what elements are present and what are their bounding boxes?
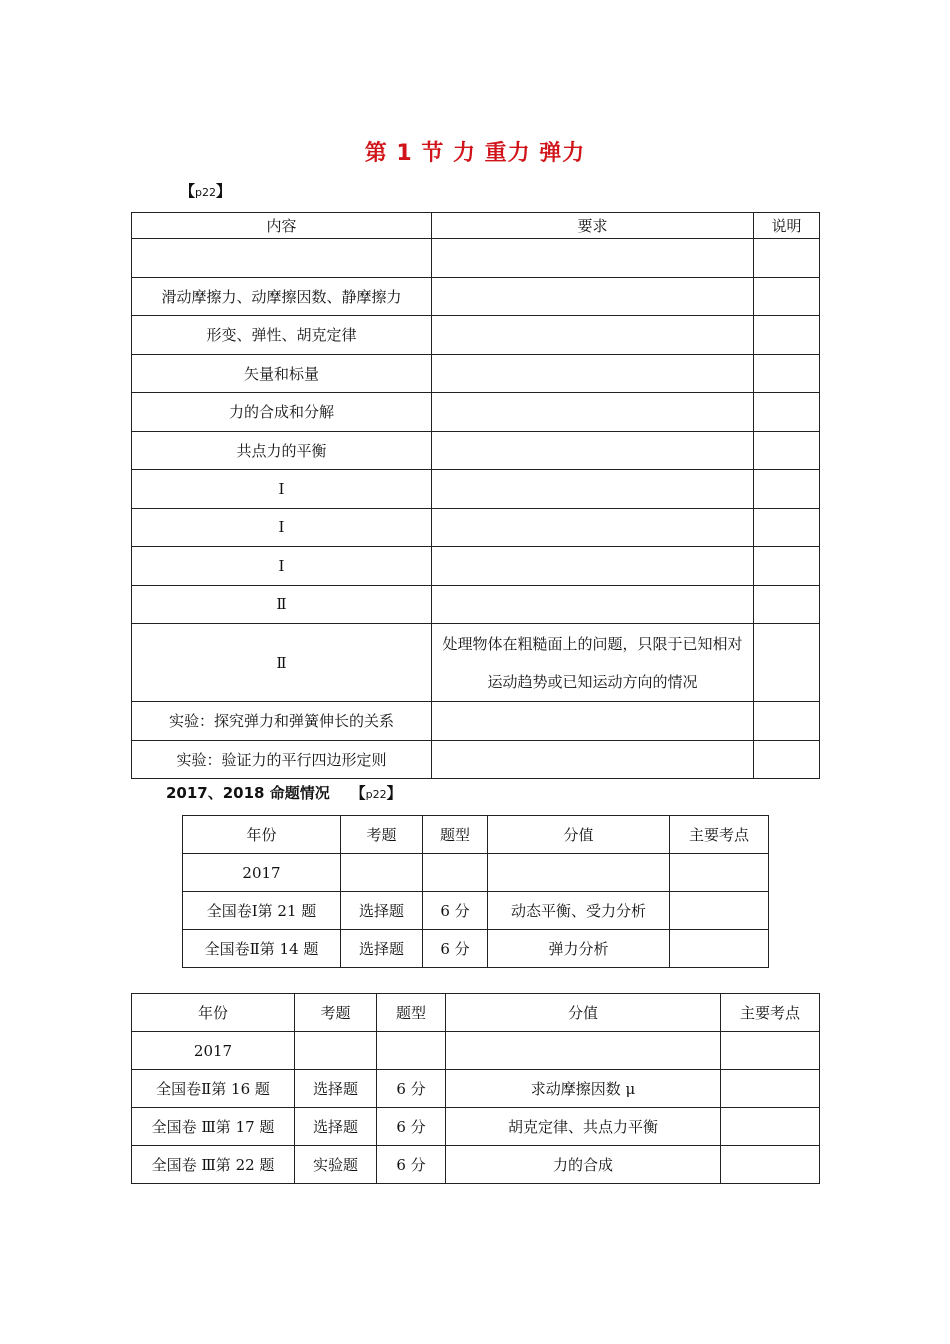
table-cell: 实验：探究弹力和弹簧伸长的关系 bbox=[132, 702, 432, 741]
table-header-cell: 年份 bbox=[132, 994, 295, 1032]
table-cell bbox=[432, 547, 754, 586]
table-cell: 2017 bbox=[183, 854, 341, 892]
table-header-cell: 考题 bbox=[295, 994, 377, 1032]
table-cell: 弹力分析 bbox=[488, 930, 670, 968]
table-cell: 力的合成和分解 bbox=[132, 393, 432, 432]
table-cell: 全国卷 Ⅲ第 22 题 bbox=[132, 1146, 295, 1184]
table-cell: 选择题 bbox=[341, 930, 423, 968]
table-cell: Ⅰ bbox=[132, 508, 432, 547]
table-row bbox=[132, 1032, 820, 1070]
page-title: 第 1 节 力 重力 弹力 bbox=[364, 141, 586, 166]
table-cell bbox=[432, 431, 754, 470]
table-cell bbox=[432, 316, 754, 355]
table-cell bbox=[754, 702, 820, 741]
table-cell bbox=[754, 547, 820, 586]
table-cell: 6 分 bbox=[377, 1108, 446, 1146]
table-cell bbox=[295, 1032, 377, 1070]
table-cell: Ⅱ bbox=[132, 585, 432, 624]
table-cell bbox=[670, 854, 769, 892]
table-cell: Ⅱ bbox=[132, 624, 432, 702]
table-row bbox=[132, 354, 820, 393]
table-cell bbox=[432, 239, 754, 278]
table-row bbox=[132, 431, 820, 470]
table-cell bbox=[754, 354, 820, 393]
table-cell bbox=[754, 624, 820, 702]
table-cell bbox=[432, 702, 754, 741]
table-header-cell: 年份 bbox=[183, 816, 341, 854]
table-cell bbox=[132, 239, 432, 278]
table-cell: 2017 bbox=[132, 1032, 295, 1070]
table-cell bbox=[754, 585, 820, 624]
table-row bbox=[132, 393, 820, 432]
table-cell bbox=[754, 277, 820, 316]
ref-bracket-close: 】 bbox=[216, 182, 232, 200]
table-cell: 6 分 bbox=[423, 930, 488, 968]
ref-page: p22 bbox=[195, 186, 216, 199]
table-header-row bbox=[183, 816, 769, 854]
table-header-cell: 分值 bbox=[446, 994, 721, 1032]
ref-bracket-open: 【 bbox=[180, 182, 196, 200]
table-row bbox=[132, 702, 820, 741]
table-cell bbox=[754, 431, 820, 470]
exam-table-2 bbox=[131, 993, 820, 1184]
table-header-cell: 考题 bbox=[341, 816, 423, 854]
table-cell: 6 分 bbox=[377, 1070, 446, 1108]
table-header-row bbox=[132, 213, 820, 239]
table-row bbox=[132, 1070, 820, 1108]
table-cell bbox=[754, 508, 820, 547]
table-cell bbox=[432, 585, 754, 624]
table-cell: 6 分 bbox=[423, 892, 488, 930]
table-cell bbox=[432, 740, 754, 779]
table-cell bbox=[488, 854, 670, 892]
ref-page: p22 bbox=[365, 788, 387, 801]
table-row bbox=[183, 892, 769, 930]
exam-section-heading bbox=[166, 782, 402, 803]
table-cell bbox=[754, 740, 820, 779]
table-cell bbox=[423, 854, 488, 892]
table-header-cell: 主要考点 bbox=[721, 994, 820, 1032]
table-cell: 形变、弹性、胡克定律 bbox=[132, 316, 432, 355]
requirements-table bbox=[131, 212, 820, 779]
table-cell bbox=[754, 239, 820, 278]
table-cell: 矢量和标量 bbox=[132, 354, 432, 393]
table-cell: 选择题 bbox=[295, 1108, 377, 1146]
table-row bbox=[132, 585, 820, 624]
table-cell: Ⅰ bbox=[132, 547, 432, 586]
table-row bbox=[132, 239, 820, 278]
table-cell: 全国卷Ⅰ第 21 题 bbox=[183, 892, 341, 930]
table-cell: Ⅰ bbox=[132, 470, 432, 509]
table-cell bbox=[432, 508, 754, 547]
table-header-cell: 主要考点 bbox=[670, 816, 769, 854]
table-cell: 选择题 bbox=[341, 892, 423, 930]
table-cell: 动态平衡、受力分析 bbox=[488, 892, 670, 930]
table-cell: 力的合成 bbox=[446, 1146, 721, 1184]
ref-bracket-close: 】 bbox=[386, 784, 402, 802]
table-row bbox=[132, 624, 820, 702]
table-row bbox=[132, 740, 820, 779]
table-cell bbox=[721, 1032, 820, 1070]
table-header-cell: 内容 bbox=[132, 213, 432, 239]
table-cell bbox=[670, 892, 769, 930]
table-row bbox=[132, 277, 820, 316]
table-row bbox=[183, 930, 769, 968]
table-cell bbox=[670, 930, 769, 968]
table-row bbox=[132, 508, 820, 547]
table-cell: 共点力的平衡 bbox=[132, 431, 432, 470]
page-reference-1 bbox=[180, 180, 231, 201]
table-cell bbox=[754, 316, 820, 355]
table-cell: 处理物体在粗糙面上的问题，只限于已知相对运动趋势或已知运动方向的情况 bbox=[432, 624, 754, 702]
exam-table-1 bbox=[182, 815, 769, 968]
table-cell bbox=[721, 1070, 820, 1108]
table-cell: 实验：验证力的平行四边形定则 bbox=[132, 740, 432, 779]
table-cell: 选择题 bbox=[295, 1070, 377, 1108]
table-cell: 全国卷 Ⅲ第 17 题 bbox=[132, 1108, 295, 1146]
table-header-cell: 分值 bbox=[488, 816, 670, 854]
table-cell bbox=[754, 470, 820, 509]
table-cell bbox=[432, 277, 754, 316]
table-cell bbox=[754, 393, 820, 432]
table-header-row bbox=[132, 994, 820, 1032]
table-cell: 求动摩擦因数 μ bbox=[446, 1070, 721, 1108]
table-cell bbox=[432, 470, 754, 509]
table-row bbox=[132, 470, 820, 509]
table-cell: 实验题 bbox=[295, 1146, 377, 1184]
table-cell bbox=[721, 1146, 820, 1184]
table-cell: 滑动摩擦力、动摩擦因数、静摩擦力 bbox=[132, 277, 432, 316]
table-cell bbox=[377, 1032, 446, 1070]
table-header-cell: 要求 bbox=[432, 213, 754, 239]
table-cell bbox=[432, 393, 754, 432]
table-cell: 胡克定律、共点力平衡 bbox=[446, 1108, 721, 1146]
table-row bbox=[132, 547, 820, 586]
table-row bbox=[132, 1108, 820, 1146]
ref-bracket-open: 【 bbox=[350, 784, 366, 802]
table-cell bbox=[446, 1032, 721, 1070]
table-cell bbox=[721, 1108, 820, 1146]
table-cell: 全国卷Ⅱ第 16 题 bbox=[132, 1070, 295, 1108]
table-cell: 全国卷Ⅱ第 14 题 bbox=[183, 930, 341, 968]
table-cell: 6 分 bbox=[377, 1146, 446, 1184]
table-row bbox=[183, 854, 769, 892]
table-header-cell: 题型 bbox=[423, 816, 488, 854]
table-cell bbox=[432, 354, 754, 393]
table-header-cell: 说明 bbox=[754, 213, 820, 239]
exam-section-label: 2017、2018 命题情况 bbox=[166, 784, 330, 802]
table-row bbox=[132, 1146, 820, 1184]
table-cell bbox=[341, 854, 423, 892]
table-header-cell: 题型 bbox=[377, 994, 446, 1032]
table-row bbox=[132, 316, 820, 355]
